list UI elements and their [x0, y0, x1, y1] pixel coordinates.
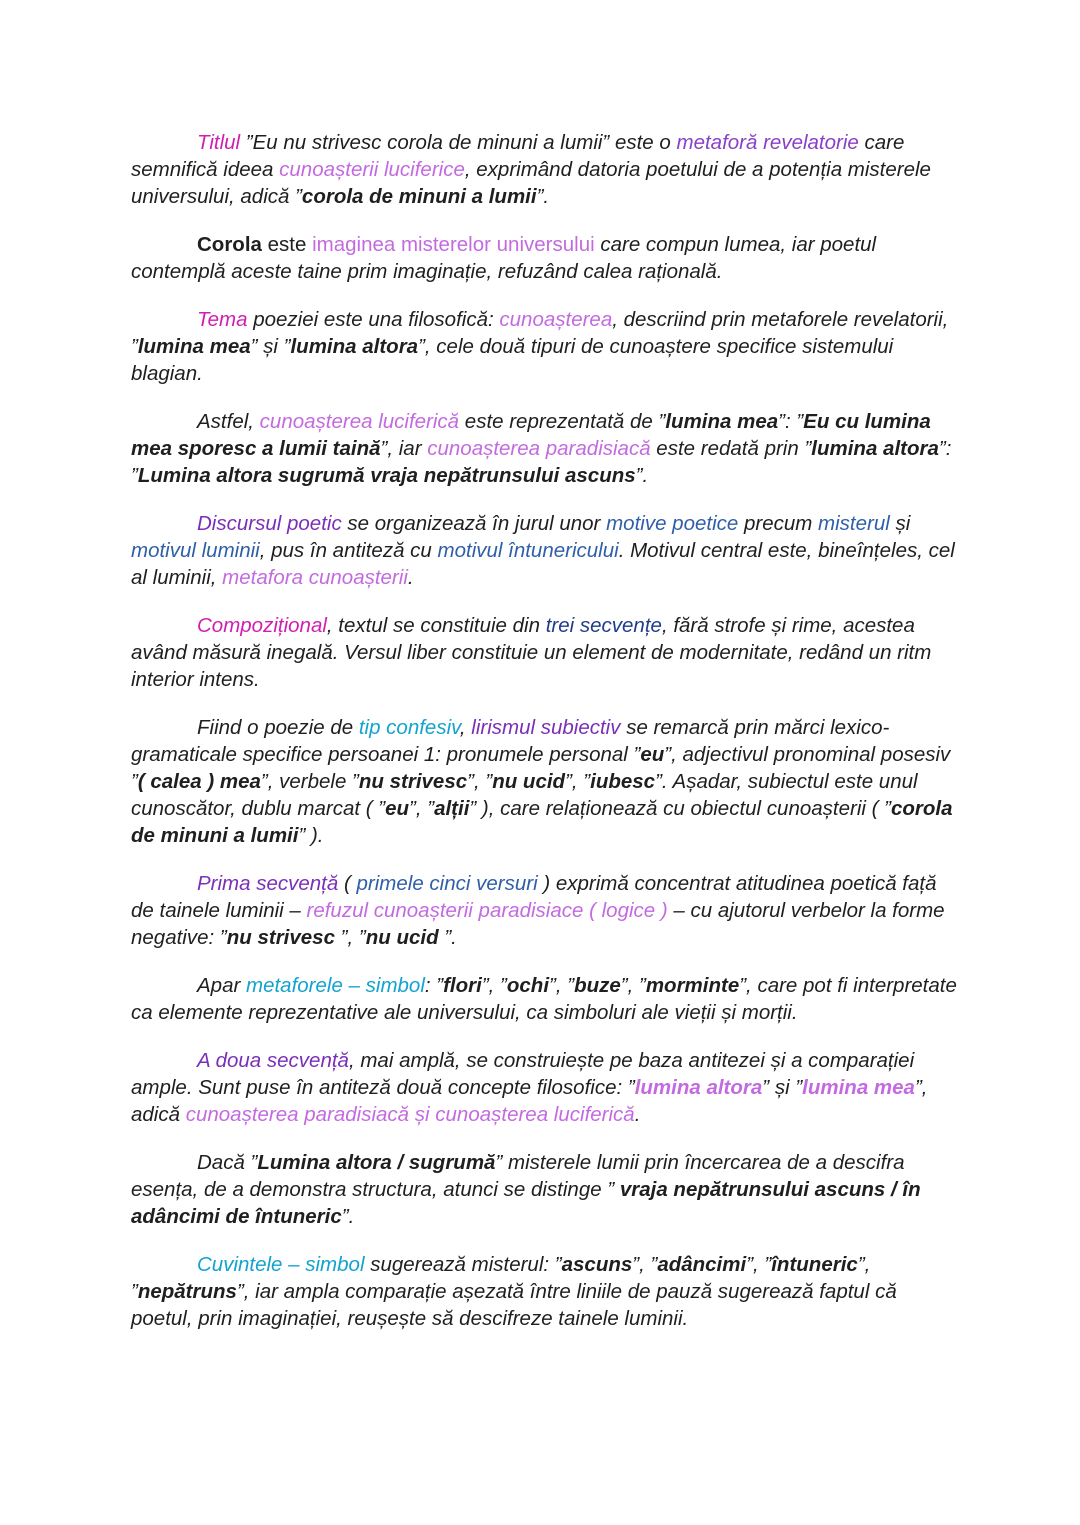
text-segment: iubesc: [590, 770, 656, 793]
text-segment: ”. Așadar, subiectul este unul cunoscător, dublu marcat ( ”: [131, 770, 924, 820]
text-segment: .: [407, 566, 414, 589]
highlighted-term: Discursul poetic: [197, 512, 342, 535]
text-segment: ”.: [635, 464, 649, 487]
paragraph-10: [131, 1047, 961, 1128]
text-segment: ,: [459, 716, 472, 739]
text-segment: ”, ”: [409, 797, 435, 820]
text-segment: ”, ”: [334, 926, 366, 949]
paragraph-12: [131, 1251, 961, 1332]
text-segment: și: [889, 512, 916, 535]
paragraph-3: [131, 306, 961, 387]
text-segment: morminte: [645, 974, 740, 997]
highlighted-term: metaforele – simbol: [246, 974, 425, 997]
highlighted-term: metaforă revelatorie: [676, 131, 859, 154]
text-segment: Eu cu lumina mea sporesc a lumii taină: [131, 410, 937, 460]
text-segment: ”, ”: [481, 974, 507, 997]
text-segment: ” ), care relaționează cu obiectul cunoașterii ( ”: [469, 797, 891, 820]
text-segment: , mai amplă, se construiește pe baza antitezei și a comparației ample. Sunt puse în antiteză două concepte filosofice: ”: [131, 1049, 920, 1099]
text-segment: Apar: [197, 974, 246, 997]
text-segment: Lumina altora sugrumă vraja nepătrunsului ascuns: [137, 464, 636, 487]
text-segment: ” și ”: [250, 335, 291, 358]
text-segment: adâncimi: [657, 1253, 747, 1276]
text-segment: ”, iar ampla comparație așezată între liniile de pauză sugerează faptul că poetul, prin imaginației, reușește să descifreze tainele luminii.: [131, 1280, 903, 1330]
paragraph-9: [131, 972, 961, 1026]
text-segment: .: [634, 1103, 641, 1126]
text-segment: (: [338, 872, 357, 895]
paragraph-6: [131, 612, 961, 693]
highlighted-term: cunoașterea paradisiacă: [427, 437, 651, 460]
text-segment: nu strivesc: [358, 770, 468, 793]
text-segment: : ”: [424, 974, 444, 997]
highlighted-term: A doua secvență: [197, 1049, 349, 1072]
highlighted-term: motivul întunericului: [437, 539, 619, 562]
text-segment: eu: [385, 797, 410, 820]
highlighted-term: cunoașterea paradisiacă și cunoașterea luciferică: [185, 1103, 635, 1126]
text-segment: întuneric: [771, 1253, 858, 1276]
text-segment: se organizează în jurul unor: [341, 512, 607, 535]
text-segment: este: [261, 233, 313, 256]
paragraph-11: [131, 1149, 961, 1230]
text-segment: ” ).: [298, 824, 324, 847]
text-segment: flori: [443, 974, 482, 997]
text-segment: ”, ”: [632, 1253, 658, 1276]
text-segment: ”, ”: [549, 974, 575, 997]
paragraph-1: [131, 129, 961, 210]
text-segment: nepătruns: [137, 1280, 237, 1303]
text-segment: este redată prin ”: [650, 437, 812, 460]
highlighted-term: imaginea misterelor universului: [312, 233, 595, 256]
highlighted-term: metafora cunoașterii: [222, 566, 408, 589]
text-segment: Fiind o poezie de: [197, 716, 359, 739]
text-segment: ”, verbele ”: [260, 770, 359, 793]
text-segment: poeziei este una filosofică:: [247, 308, 500, 331]
text-segment: nu strivesc: [226, 926, 335, 949]
text-segment: care compun lumea, iar poetul contemplă aceste taine prim imaginație, refuzând calea rațională.: [131, 233, 882, 283]
highlighted-term: Cuvintele – simbol: [197, 1253, 365, 1276]
text-segment: ”, adjectivul pronominal posesiv ”: [131, 743, 956, 793]
text-segment: ”, ”: [131, 1253, 877, 1303]
text-segment: ” și ”: [762, 1076, 803, 1099]
text-segment: lumina altora: [811, 437, 939, 460]
text-segment: care semnifică ideea: [131, 131, 911, 181]
highlighted-term: motivul luminii: [131, 539, 260, 562]
text-segment: Lumina altora / sugrumă: [257, 1151, 496, 1174]
text-segment: vraja nepătrunsului ascuns / în adâncimi de întuneric: [131, 1178, 927, 1228]
text-segment: lumina mea: [665, 410, 779, 433]
text-segment: lumina mea: [137, 335, 251, 358]
text-segment: ) exprimă concentrat atitudinea poetică față de tainele luminii –: [131, 872, 943, 922]
text-segment: nu ucid: [492, 770, 566, 793]
text-segment: Corola: [197, 233, 262, 256]
text-segment: buze: [574, 974, 621, 997]
highlighted-term: Titlul: [197, 131, 241, 154]
highlighted-term: Tema: [197, 308, 248, 331]
text-segment: ”Eu nu strivesc corola de minuni a lumii” este o: [240, 131, 677, 154]
highlighted-term: lumina mea: [802, 1076, 915, 1099]
highlighted-term: motive poetice: [606, 512, 739, 535]
text-segment: Dacă ”: [197, 1151, 258, 1174]
text-segment: ”: ”: [778, 410, 804, 433]
text-segment: sugerează misterul: ”: [364, 1253, 562, 1276]
text-segment: ochi: [506, 974, 550, 997]
text-segment: , exprimând datoria poetului de a potenția misterele universului, adică ”: [131, 158, 937, 208]
text-segment: ( calea ) mea: [137, 770, 261, 793]
text-segment: este reprezentată de ”: [459, 410, 666, 433]
highlighted-term: cunoașterii luciferice: [279, 158, 465, 181]
highlighted-term: misterul: [818, 512, 890, 535]
text-segment: , pus în antiteză cu: [259, 539, 438, 562]
highlighted-term: Compozițional: [197, 614, 327, 637]
text-segment: , fără strofe și rime, acestea având măsură inegală. Versul liber constituie un element de modernitate, redând un ritm interior intens.: [131, 614, 938, 691]
text-segment: ”, adică: [131, 1076, 934, 1126]
text-segment: Astfel,: [197, 410, 260, 433]
text-segment: , textul se constituie din: [326, 614, 546, 637]
document-page: [131, 129, 961, 1353]
text-segment: precum: [738, 512, 819, 535]
text-segment: corola de minuni a lumii: [301, 185, 537, 208]
text-segment: ”, ”: [746, 1253, 772, 1276]
text-segment: ”, care pot fi interpretate ca elemente reprezentative ale universului, ca simboluri ale vieții și morții.: [131, 974, 963, 1024]
text-segment: eu: [640, 743, 665, 766]
text-segment: se remarcă prin mărci lexico-gramaticale specifice persoanei 1: pronumele personal ”: [131, 716, 890, 766]
text-segment: ”, ”: [467, 770, 493, 793]
highlighted-term: lumina altora: [634, 1076, 763, 1099]
text-segment: ”, ”: [620, 974, 646, 997]
highlighted-term: cunoașterea luciferică: [259, 410, 460, 433]
text-segment: , descriind prin metaforele revelatorii, ”: [131, 308, 955, 358]
text-segment: corola de minuni a lumii: [131, 797, 959, 847]
highlighted-term: refuzul cunoașterii paradisiace ( logice ): [306, 899, 668, 922]
paragraph-4: [131, 408, 961, 489]
highlighted-term: cunoașterea: [499, 308, 613, 331]
highlighted-term: Prima secvență: [197, 872, 339, 895]
highlighted-term: primele cinci versuri: [356, 872, 538, 895]
text-segment: ” misterele lumii prin încercarea de a descifra esența, de a demonstra structura, atunci se distinge ”: [131, 1151, 911, 1201]
highlighted-term: trei secvențe: [545, 614, 662, 637]
text-segment: ”.: [536, 185, 550, 208]
paragraph-2: [131, 231, 961, 285]
text-segment: ”: ”: [131, 437, 958, 487]
text-segment: ”.: [341, 1205, 355, 1228]
text-segment: ”, cele două tipuri de cunoaștere specifice sistemului blagian.: [131, 335, 899, 385]
text-segment: ”.: [438, 926, 457, 949]
text-segment: lumina altora: [290, 335, 419, 358]
text-segment: ”, ”: [565, 770, 591, 793]
highlighted-term: lirismul subiectiv: [471, 716, 621, 739]
paragraph-8: [131, 870, 961, 951]
text-segment: ”, iar: [380, 437, 428, 460]
text-segment: . Motivul central este, bineînțeles, cel al luminii,: [131, 539, 961, 589]
highlighted-term: tip confesiv: [358, 716, 460, 739]
text-segment: nu ucid: [365, 926, 439, 949]
text-segment: alții: [434, 797, 470, 820]
paragraph-7: [131, 714, 961, 849]
text-segment: ascuns: [561, 1253, 633, 1276]
text-segment: – cu ajutorul verbelor la forme negative: ”: [131, 899, 951, 949]
paragraph-5: [131, 510, 961, 591]
